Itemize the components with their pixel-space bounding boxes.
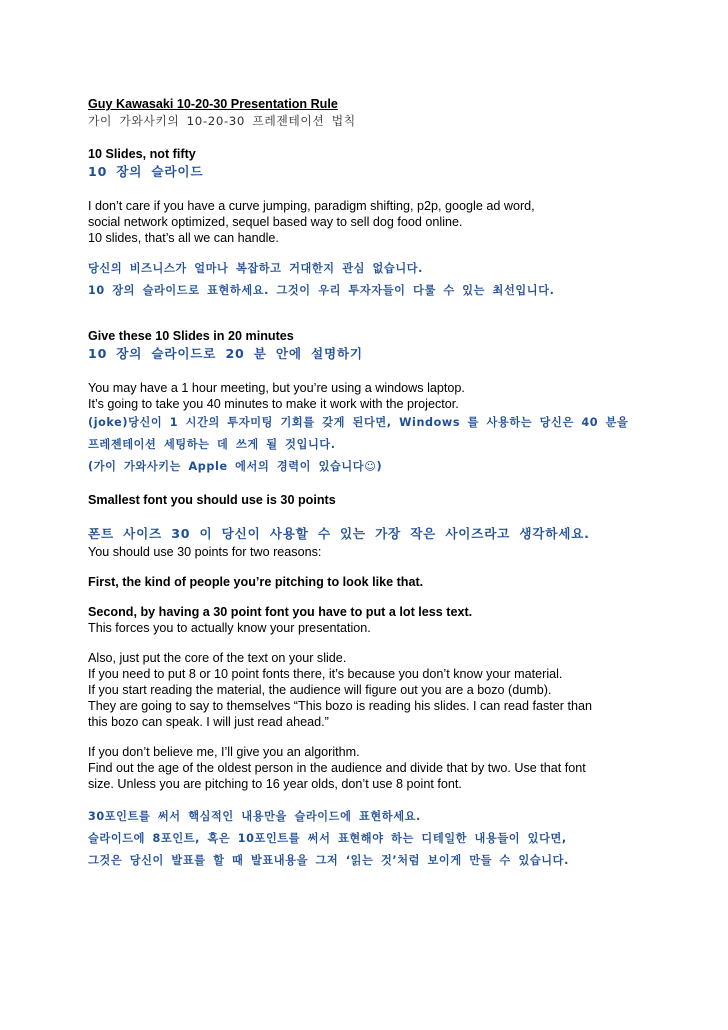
section-3-body-line: Also, just put the core of the text on your slide. (88, 651, 347, 665)
section-3-body-line: They are going to say to themselves “This bozo is reading his slides. I can read faster than (88, 699, 593, 713)
section-3-body-line: Find out the age of the oldest person in the audience and divide that by two. Use that font (88, 761, 586, 775)
section-3-body-line: If you don’t believe me, I’ll give you an algorithm. (88, 745, 360, 759)
section-2-heading-korean: 10 장의 슬라이드로 20 분 안에 설명하기 (88, 346, 363, 361)
reason-second-body: This forces you to actually know your presentation. (88, 621, 371, 635)
section-1-body-line: I don’t care if you have a curve jumping, paradigm shifting, p2p, google ad word, (88, 199, 535, 213)
section-2-korean-line: 프레젠테이션 세팅하는 데 쓰게 될 것입니다. (88, 438, 336, 451)
section-1-korean-line: 10 장의 슬라이드로 표현하세요. 그것이 우리 투자자들이 다룰 수 있는 최선입니다. (88, 284, 555, 297)
document-title: Guy Kawasaki 10-20-30 Presentation Rule (88, 97, 338, 111)
section-2-body-line: It’s going to take you 40 minutes to make it work with the projector. (88, 397, 459, 411)
section-3-korean-line: 30포인트를 써서 핵심적인 내용만을 슬라이드에 표현하세요. (88, 810, 421, 823)
section-2-body-line: You may have a 1 hour meeting, but you’re using a windows laptop. (88, 381, 465, 395)
document-page (88, 96, 648, 872)
section-3-heading-korean: 폰트 사이즈 30 이 당신이 사용할 수 있는 가장 작은 사이즈라고 생각하세요. (88, 526, 590, 541)
section-3-heading: Smallest font you should use is 30 points (88, 493, 336, 507)
section-2-korean-line: (가이 가와사키는 Apple 에서의 경력이 있습니다☺) (88, 460, 383, 473)
section-3-korean-line: 슬라이드에 8포인트, 혹은 10포인트를 써서 표현해야 하는 디테일한 내용들이 있다면, (88, 832, 567, 845)
section-1-body-line: social network optimized, sequel based way to sell dog food online. (88, 215, 463, 229)
document-title-korean: 가이 가와사키의 10-20-30 프레젠테이션 법칙 (88, 114, 356, 128)
section-1-heading: 10 Slides, not fifty (88, 147, 196, 161)
section-1-body-line: 10 slides, that’s all we can handle. (88, 231, 279, 245)
section-2-korean-line: (joke)당신이 1 시간의 투자미팅 기회를 갖게 된다면, Windows 를 사용하는 당신은 40 분을 (88, 416, 629, 429)
section-3-body-line: this bozo can speak. I will just read ahead.” (88, 715, 329, 729)
section-3-body-line: size. Unless you are pitching to 16 year olds, don’t use 8 point font. (88, 777, 462, 791)
reason-first: First, the kind of people you’re pitching to look like that. (88, 575, 424, 589)
section-3-korean-line: 그것은 당신이 발표를 할 때 발표내용을 그저 ‘읽는 것’처럼 보이게 만들 수 있습니다. (88, 854, 569, 867)
section-3-intro: You should use 30 points for two reasons: (88, 545, 322, 559)
section-3-body-line: If you need to put 8 or 10 point fonts there, it’s because you don’t know your material. (88, 667, 563, 681)
section-1-heading-korean: 10 장의 슬라이드 (88, 164, 204, 179)
section-2-heading: Give these 10 Slides in 20 minutes (88, 329, 294, 343)
section-3-body-line: If you start reading the material, the audience will figure out you are a bozo (dumb). (88, 683, 552, 697)
section-1-korean-line: 당신의 비즈니스가 얼마나 복잡하고 거대한지 관심 없습니다. (88, 262, 423, 275)
reason-second: Second, by having a 30 point font you have to put a lot less text. (88, 605, 473, 619)
